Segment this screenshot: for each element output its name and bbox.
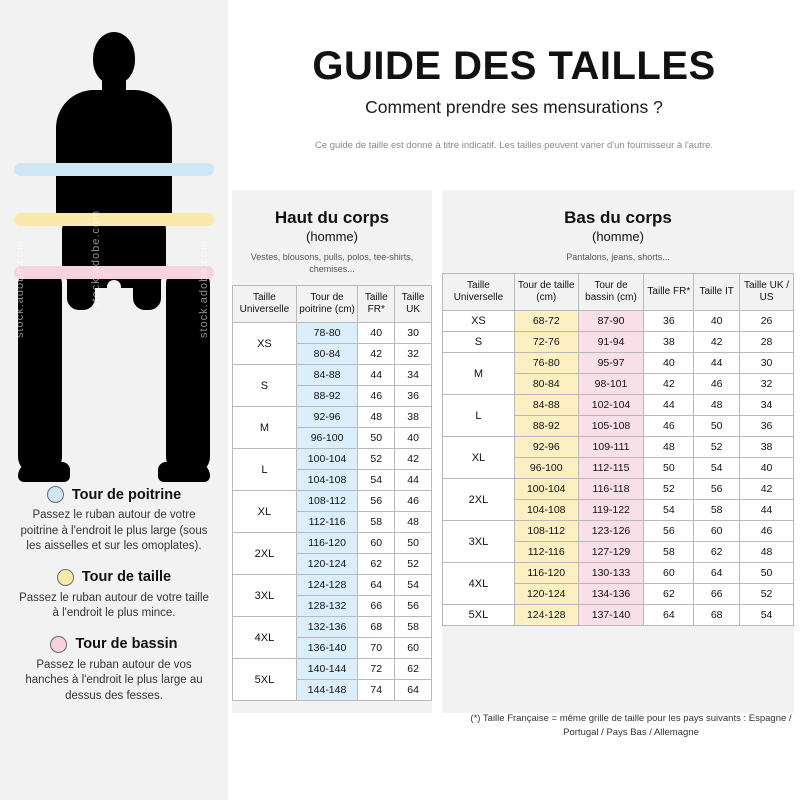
size-label-cell: XS: [443, 311, 515, 332]
table-row: [443, 395, 794, 416]
table-cell: 54: [358, 470, 395, 491]
table-cell: 50: [644, 458, 694, 479]
table-cell: 92-96: [296, 407, 358, 428]
size-label-cell: 5XL: [443, 605, 515, 626]
legend-text-hips: Passez le ruban autour de vos hanches à l'endroit le plus large au dessus des fesses.: [25, 658, 203, 702]
table-row: [443, 332, 794, 353]
table-cell: 95-97: [578, 353, 644, 374]
figure-head: [93, 32, 135, 84]
table-cell: 28: [740, 332, 794, 353]
chest-color-dot-icon: [47, 486, 64, 503]
table-cell: 100-104: [296, 449, 358, 470]
table-cell: 46: [644, 416, 694, 437]
legend-item-chest: [12, 486, 216, 555]
table-cell: 130-133: [578, 563, 644, 584]
table-cell: 32: [395, 344, 432, 365]
column-header: Taille FR*: [644, 274, 694, 311]
table-cell: 64: [644, 605, 694, 626]
table-cell: 46: [395, 491, 432, 512]
table-cell: 58: [358, 512, 395, 533]
hips-measure-band: [14, 266, 214, 279]
table-cell: 104-108: [514, 500, 578, 521]
table-cell: 105-108: [578, 416, 644, 437]
table-row: [443, 563, 794, 584]
legend-text-waist: Passez le ruban autour de votre taille à l'endroit le plus mince.: [19, 591, 209, 620]
table-cell: 30: [740, 353, 794, 374]
table-cell: 54: [694, 458, 740, 479]
table-cell: 136-140: [296, 638, 358, 659]
size-label-cell: 4XL: [443, 563, 515, 605]
size-label-cell: S: [233, 365, 297, 407]
size-label-cell: 3XL: [443, 521, 515, 563]
table-cell: 54: [395, 575, 432, 596]
column-header: Taille UK: [395, 286, 432, 323]
size-label-cell: 3XL: [233, 575, 297, 617]
table-row: [233, 365, 432, 386]
table-cell: 100-104: [514, 479, 578, 500]
table-cell: 40: [694, 311, 740, 332]
table-cell: 64: [358, 575, 395, 596]
footnote: (*) Taille Française = même grille de taille pour les pays suivants : Espagne / Portugal / Pays Bas / Allemagne: [470, 713, 792, 738]
table-cell: 132-136: [296, 617, 358, 638]
table-cell: 76-80: [514, 353, 578, 374]
table-cell: 44: [644, 395, 694, 416]
table-cell: 84-88: [514, 395, 578, 416]
table-cell: 46: [740, 521, 794, 542]
legend-title-hips: Tour de bassin: [75, 636, 178, 653]
table-cell: 48: [694, 395, 740, 416]
watermark-left: stock.adobe.com: [14, 239, 26, 338]
table-row: [233, 659, 432, 680]
table-row: [443, 521, 794, 542]
table-cell: 50: [694, 416, 740, 437]
table-cell: 42: [694, 332, 740, 353]
table-cell: 56: [358, 491, 395, 512]
column-header: Taille Universelle: [233, 286, 297, 323]
table-cell: 116-120: [296, 533, 358, 554]
figure-leg-gap: [107, 280, 121, 460]
table-cell: 120-124: [296, 554, 358, 575]
watermark-center: stock.adobe.com: [90, 209, 102, 308]
table-cell: 60: [694, 521, 740, 542]
table-cell: 40: [740, 458, 794, 479]
table-cell: 62: [395, 659, 432, 680]
table-cell: 52: [395, 554, 432, 575]
column-header: Tour de taille (cm): [514, 274, 578, 311]
table-cell: 36: [644, 311, 694, 332]
upper-body-card: [232, 190, 432, 713]
table-cell: 36: [395, 386, 432, 407]
measurement-legend: [0, 486, 228, 718]
table-cell: 128-132: [296, 596, 358, 617]
column-header: Tour de poitrine (cm): [296, 286, 358, 323]
table-row: [443, 479, 794, 500]
table-cell: 88-92: [514, 416, 578, 437]
table-cell: 26: [740, 311, 794, 332]
lower-body-card: [442, 190, 794, 713]
size-label-cell: XS: [233, 323, 297, 365]
table-cell: 38: [644, 332, 694, 353]
table-cell: 134-136: [578, 584, 644, 605]
table-cell: 52: [694, 437, 740, 458]
table-cell: 34: [740, 395, 794, 416]
size-label-cell: M: [233, 407, 297, 449]
table-cell: 68: [358, 617, 395, 638]
table-cell: 46: [358, 386, 395, 407]
table-cell: 64: [395, 680, 432, 701]
table-cell: 54: [740, 605, 794, 626]
table-cell: 44: [358, 365, 395, 386]
size-label-cell: L: [443, 395, 515, 437]
table-cell: 108-112: [296, 491, 358, 512]
silhouette-panel: [0, 0, 228, 800]
page-subtitle: Comment prendre ses mensurations ?: [365, 97, 663, 117]
table-cell: 72-76: [514, 332, 578, 353]
page-title: GUIDE DES TAILLES: [312, 44, 716, 88]
size-tables: [228, 190, 800, 713]
table-cell: 48: [358, 407, 395, 428]
table-cell: 96-100: [514, 458, 578, 479]
table-row: [233, 617, 432, 638]
size-label-cell: XL: [443, 437, 515, 479]
table-cell: 60: [644, 563, 694, 584]
table-cell: 98-101: [578, 374, 644, 395]
column-header: Taille IT: [694, 274, 740, 311]
table-cell: 56: [644, 521, 694, 542]
table-cell: 62: [644, 584, 694, 605]
table-row: [443, 311, 794, 332]
table-cell: 96-100: [296, 428, 358, 449]
table-cell: 56: [694, 479, 740, 500]
table-cell: 120-124: [514, 584, 578, 605]
legend-title-chest: Tour de poitrine: [71, 486, 182, 503]
table-cell: 66: [358, 596, 395, 617]
table-cell: 64: [694, 563, 740, 584]
table-cell: 66: [694, 584, 740, 605]
legend-item-hips: [12, 636, 216, 705]
table-cell: 104-108: [296, 470, 358, 491]
table-cell: 74: [358, 680, 395, 701]
table-cell: 56: [395, 596, 432, 617]
table-cell: 38: [740, 437, 794, 458]
column-header: Tour de bassin (cm): [578, 274, 644, 311]
table-cell: 62: [358, 554, 395, 575]
table-cell: 108-112: [514, 521, 578, 542]
table-cell: 87-90: [578, 311, 644, 332]
legend-text-chest: Passez le ruban autour de votre poitrine à l'endroit le plus large (sous les aisselles et sur les omoplates).: [20, 509, 208, 553]
upper-card-subtitle: (homme): [305, 229, 358, 244]
table-cell: 144-148: [296, 680, 358, 701]
upper-body-table: [232, 285, 432, 701]
table-cell: 58: [694, 500, 740, 521]
page-header: [228, 0, 800, 151]
table-cell: 112-116: [296, 512, 358, 533]
column-header: Taille FR*: [358, 286, 395, 323]
table-cell: 91-94: [578, 332, 644, 353]
table-row: [233, 407, 432, 428]
table-cell: 80-84: [296, 344, 358, 365]
table-cell: 58: [644, 542, 694, 563]
table-cell: 72: [358, 659, 395, 680]
table-cell: 60: [395, 638, 432, 659]
table-cell: 140-144: [296, 659, 358, 680]
table-cell: 44: [740, 500, 794, 521]
lower-card-description: Pantalons, jeans, shorts...: [566, 252, 670, 262]
table-row: [443, 605, 794, 626]
table-cell: 32: [740, 374, 794, 395]
table-cell: 50: [358, 428, 395, 449]
table-cell: 78-80: [296, 323, 358, 344]
figure-foot-right: [18, 462, 70, 482]
upper-card-title: Haut du corps: [274, 208, 390, 227]
table-row: [233, 449, 432, 470]
table-cell: 62: [694, 542, 740, 563]
upper-card-description: Vestes, blousons, pulls, polos, tee-shirts, chemises...: [250, 252, 414, 275]
table-cell: 52: [644, 479, 694, 500]
table-cell: 44: [694, 353, 740, 374]
column-header: Taille Universelle: [443, 274, 515, 311]
table-cell: 42: [358, 344, 395, 365]
table-cell: 112-116: [514, 542, 578, 563]
table-cell: 124-128: [514, 605, 578, 626]
table-row: [443, 437, 794, 458]
legend-item-waist: [12, 569, 216, 622]
table-cell: 50: [395, 533, 432, 554]
table-cell: 137-140: [578, 605, 644, 626]
table-cell: 40: [644, 353, 694, 374]
body-silhouette: [0, 8, 228, 508]
table-row: [233, 323, 432, 344]
table-row: [233, 575, 432, 596]
watermark-right: stock.adobe.com: [198, 239, 210, 338]
size-label-cell: M: [443, 353, 515, 395]
table-cell: 116-118: [578, 479, 644, 500]
size-label-cell: 2XL: [443, 479, 515, 521]
table-cell: 34: [395, 365, 432, 386]
table-cell: 127-129: [578, 542, 644, 563]
waist-measure-band: [14, 213, 214, 226]
table-cell: 70: [358, 638, 395, 659]
table-cell: 80-84: [514, 374, 578, 395]
table-cell: 54: [644, 500, 694, 521]
table-cell: 116-120: [514, 563, 578, 584]
column-header: Taille UK / US: [740, 274, 794, 311]
lower-card-title: Bas du corps: [564, 208, 672, 227]
waist-color-dot-icon: [57, 569, 74, 586]
table-row: [443, 353, 794, 374]
size-label-cell: 4XL: [233, 617, 297, 659]
table-cell: 50: [740, 563, 794, 584]
table-cell: 38: [395, 407, 432, 428]
table-cell: 42: [644, 374, 694, 395]
size-label-cell: 5XL: [233, 659, 297, 701]
table-cell: 52: [358, 449, 395, 470]
table-cell: 40: [358, 323, 395, 344]
table-cell: 109-111: [578, 437, 644, 458]
table-cell: 119-122: [578, 500, 644, 521]
table-cell: 124-128: [296, 575, 358, 596]
table-cell: 60: [358, 533, 395, 554]
lower-body-table: [442, 273, 794, 626]
figure-leg-right: [18, 268, 62, 473]
size-label-cell: S: [443, 332, 515, 353]
table-cell: 46: [694, 374, 740, 395]
size-label-cell: 2XL: [233, 533, 297, 575]
table-cell: 68: [694, 605, 740, 626]
hips-color-dot-icon: [50, 636, 67, 653]
table-cell: 58: [395, 617, 432, 638]
figure-foot-left: [158, 462, 210, 482]
page-disclaimer: Ce guide de taille est donné à titre indicatif. Les tailles peuvent varier d'un fournisseur à l'autre.: [314, 140, 714, 151]
table-cell: 102-104: [578, 395, 644, 416]
size-label-cell: XL: [233, 491, 297, 533]
chest-measure-band: [14, 163, 214, 176]
table-cell: 84-88: [296, 365, 358, 386]
table-cell: 48: [395, 512, 432, 533]
size-label-cell: L: [233, 449, 297, 491]
table-cell: 68-72: [514, 311, 578, 332]
table-cell: 42: [740, 479, 794, 500]
figure-leg-left: [166, 268, 210, 473]
table-cell: 44: [395, 470, 432, 491]
table-cell: 88-92: [296, 386, 358, 407]
table-cell: 40: [395, 428, 432, 449]
table-cell: 48: [740, 542, 794, 563]
lower-card-subtitle: (homme): [591, 229, 644, 244]
table-cell: 30: [395, 323, 432, 344]
table-cell: 36: [740, 416, 794, 437]
table-cell: 92-96: [514, 437, 578, 458]
table-row: [233, 491, 432, 512]
table-cell: 48: [644, 437, 694, 458]
table-cell: 42: [395, 449, 432, 470]
table-cell: 112-115: [578, 458, 644, 479]
table-row: [233, 533, 432, 554]
table-cell: 52: [740, 584, 794, 605]
legend-title-waist: Tour de taille: [81, 569, 172, 586]
table-cell: 123-126: [578, 521, 644, 542]
